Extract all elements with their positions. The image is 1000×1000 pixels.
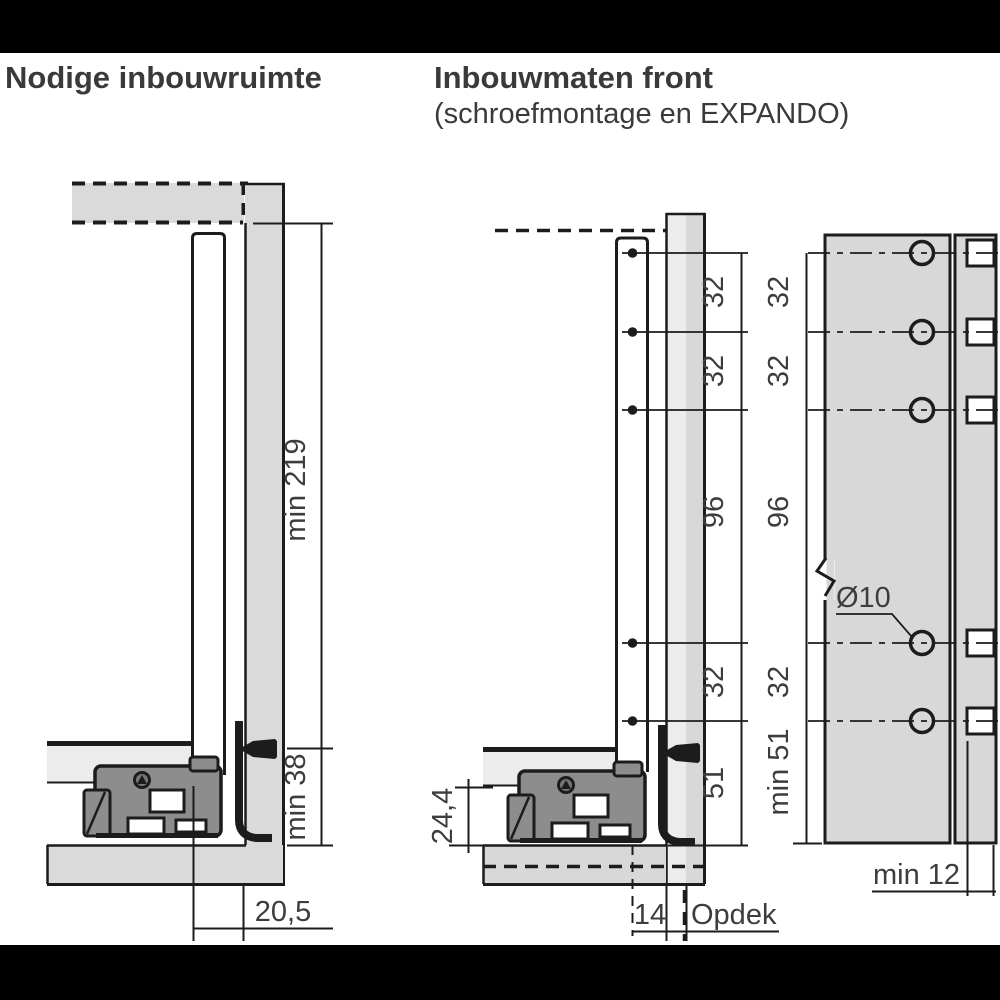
dim-label: 32	[698, 665, 730, 699]
dim-label-diameter: Ø10	[836, 582, 891, 614]
dim-label: 96	[698, 495, 730, 529]
right-diagram	[763, 235, 1000, 896]
dim-label-min219: min 219	[280, 438, 312, 542]
middle-diagram	[427, 213, 779, 941]
dim-label-opdek: Opdek	[691, 899, 777, 931]
dimension-column-right	[763, 253, 822, 844]
cabinet-side-panel	[245, 183, 285, 884]
dim-label-min12: min 12	[873, 859, 961, 891]
front-fixing-profile	[617, 238, 648, 772]
cabinet-bottom-panel	[47, 845, 285, 885]
dim-label: 32	[763, 354, 795, 388]
dim-label-24-4: 24,4	[427, 787, 459, 845]
dim-label-20-5: 20,5	[254, 896, 312, 928]
dim-label: 51	[698, 766, 730, 800]
dimension-24-4	[427, 779, 493, 853]
dim-label: 96	[763, 495, 795, 529]
dim-label-min38: min 38	[280, 753, 312, 841]
dim-label: 32	[698, 275, 730, 309]
dim-label: 32	[698, 354, 730, 388]
cabinet-top-panel	[72, 183, 248, 223]
drawer-back-panel	[193, 234, 225, 776]
break-mark-icon	[816, 558, 835, 600]
right-diagram-title: Inbouwmaten front	[434, 60, 713, 95]
dim-label: 32	[763, 665, 795, 699]
left-diagram	[47, 183, 333, 941]
dim-label-14: 14	[633, 899, 667, 931]
right-diagram-subtitle: (schroefmontage en EXPANDO)	[434, 98, 850, 130]
dim-label: 32	[763, 275, 795, 309]
dim-label: min 51	[763, 728, 795, 816]
left-diagram-title: Nodige inbouwruimte	[5, 60, 322, 95]
